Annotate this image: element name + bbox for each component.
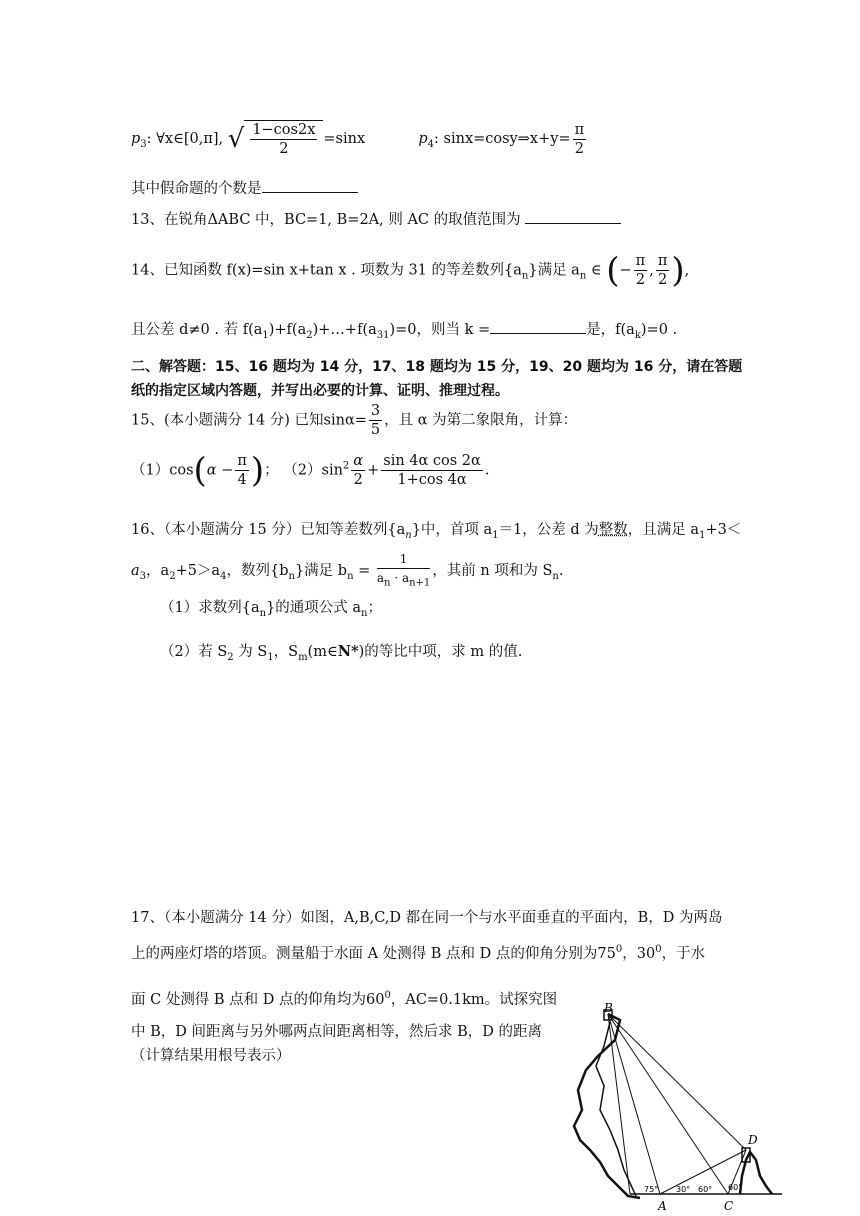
pos-num: π <box>657 253 668 269</box>
q16-p2b: 为 S <box>233 644 268 660</box>
q16-l2: a <box>131 563 140 580</box>
q16-p2e: )的等比中项，求 m 的值. <box>358 644 523 660</box>
p4-frac-den: 2 <box>574 140 584 157</box>
q16-l1c: ＝1，公差 d 为 <box>498 522 599 538</box>
q15-part2-sin: sin <box>321 462 343 479</box>
question-17-line4 <box>131 1020 542 1041</box>
q15-p2-num2: sin 4α cos 2α <box>383 453 481 469</box>
q14-sk: k <box>634 329 641 341</box>
neg-num: π <box>635 253 646 269</box>
question-14-line2 <box>131 318 677 341</box>
q16-fd-dot: · a <box>390 571 410 585</box>
question-16-part2 <box>160 640 522 663</box>
q16-l2e: }满足 b <box>294 563 348 580</box>
q17-deg1: 0 <box>615 944 623 956</box>
q15-part1-end: ； <box>264 462 279 479</box>
q15-part2-label: （2） <box>283 462 322 479</box>
p3-interval: [0,π] <box>183 131 219 147</box>
angle-30: 30° <box>676 1185 691 1194</box>
q16-p2: （2）若 S <box>160 644 228 660</box>
sqrt-den: 2 <box>279 141 289 157</box>
left-island <box>574 1014 640 1198</box>
neg-sign: − <box>619 262 632 279</box>
q14-s2: 2 <box>306 329 313 341</box>
q17-l4: 中 B，D 间距离与另外哪两点间距离相等，然后求 B，D 的距离 <box>131 1024 542 1040</box>
p4-frac-num: π <box>574 121 585 138</box>
q17-l3b: ，AC=0.1km。试探究图 <box>390 992 558 1008</box>
q14-s1: 1 <box>262 329 269 341</box>
angle-60b: 60° <box>728 1183 743 1192</box>
q16-p1n2: n <box>361 607 368 619</box>
q15-part2-frac1 <box>351 452 365 489</box>
q16-p2m: m <box>298 651 308 663</box>
neg-den: 2 <box>635 272 646 288</box>
q16-bn2: n <box>347 571 354 583</box>
q15-rparen: ) <box>250 450 265 491</box>
pos-den: 2 <box>657 272 668 288</box>
q15-part1-label: （1） <box>131 462 170 479</box>
q17-l2b: ，于水 <box>661 946 706 962</box>
section2-text2: 纸的指定区域内答题，并写出必要的计算、证明、推理过程。 <box>131 383 509 399</box>
sqrt-fraction <box>244 120 323 158</box>
answer-blank-q14 <box>490 319 586 334</box>
q17-deg3: 0 <box>384 990 391 1002</box>
label-A: A <box>658 1199 667 1212</box>
question-15 <box>131 402 577 439</box>
question-17-line5 <box>131 1044 291 1065</box>
p3-sep: , <box>218 131 224 147</box>
q14-neg-frac <box>634 252 648 289</box>
q16-frac-den <box>377 569 430 592</box>
right-island <box>740 1152 772 1194</box>
q17-deg2: 0 <box>655 944 662 956</box>
q15-part1-cos: cos <box>169 462 194 479</box>
line-B-C <box>608 1014 728 1194</box>
q16-a3: 3 <box>139 571 147 583</box>
p3-sub: 3 <box>140 138 147 150</box>
q12-tail <box>131 177 358 198</box>
q16-frac <box>377 550 430 592</box>
q16-p1n: n <box>259 607 267 619</box>
line-B-waterleft <box>608 1014 630 1194</box>
answer-blank-q12 <box>262 178 358 193</box>
q16-p1c: ； <box>367 600 382 616</box>
p4-text: : sinx=cosy⇒x+y= <box>434 131 571 147</box>
q17-l5: （计算结果用根号表示） <box>131 1048 291 1064</box>
left-paren: ( <box>606 250 620 291</box>
q16-frac-num: 1 <box>377 550 430 569</box>
q14-m2: )+…+f(a <box>312 322 377 338</box>
q15-p2-den2: 1+cos 4α <box>397 472 467 488</box>
q15-p2-den1: 2 <box>353 472 363 488</box>
question-17-line2 <box>131 942 705 963</box>
q15-head: 15、(本小题满分 14 分) 已知 <box>131 412 324 429</box>
right-paren: ) <box>671 250 685 291</box>
q15-p2-num1: α <box>353 453 364 469</box>
question-15-parts <box>131 452 489 489</box>
q17-ang3: 60 <box>366 992 385 1008</box>
q16-p1b: }的通项公式 a <box>266 600 362 616</box>
q16-fd-a: a <box>376 571 385 585</box>
q17-comma: ， <box>622 946 637 962</box>
q14-s31: 31 <box>376 329 390 341</box>
q15-p1-num: π <box>237 453 247 469</box>
q15-part1-b: α − <box>206 462 234 479</box>
q16-p2c: ，S <box>273 644 299 660</box>
q15-num: 3 <box>370 403 381 419</box>
q16-l2d: ，数列{b <box>226 563 289 580</box>
q16-N: N* <box>337 643 359 660</box>
q14-text-a: 14、已知函数 f(x)=sin x+tan x . 项数为 31 的等差数列 <box>131 262 505 279</box>
q16-a1: 1 <box>492 529 499 541</box>
lighthouse-figure <box>560 1000 790 1212</box>
q16-l1: 16、（本小题满分 15 分）已知等差数列{a <box>131 522 406 538</box>
q16-a2: 2 <box>169 571 176 583</box>
q16-l1d: ，且满足 a <box>627 522 700 538</box>
q16-bn: n <box>288 571 295 583</box>
q14-m5: )=0 . <box>640 322 678 338</box>
q16-l2f: = <box>353 563 375 580</box>
q14-in: ∈ <box>586 262 602 279</box>
question-14-line1: 14、已知函数 f(x)=sin x+tan x . 项数为 31 的等差数列$\{a_n\}$满足 $a_n$ ∈ (− $\frac{\pi}{2}$ , $\frac{\pi}{2}$ ), <box>131 250 690 291</box>
q14-text-b: 满足 a <box>537 262 580 279</box>
q16-l2g: ，其前 n 项和为 S <box>432 563 553 580</box>
p4-frac <box>573 121 587 158</box>
label-C: C <box>724 1199 734 1212</box>
line-B-D <box>608 1014 746 1150</box>
q16-l2b: ，a <box>146 563 170 580</box>
q14-seq: {a <box>504 262 522 279</box>
q16-l1e: +3＜ <box>705 522 742 538</box>
p4-sub: 4 <box>427 138 435 150</box>
q14-m1: )+f(a <box>268 322 307 338</box>
q16-a1b: 1 <box>699 529 706 541</box>
q14-m4: 是，f(a <box>586 322 635 338</box>
q16-l2c: +5＞a <box>175 563 221 580</box>
q15-lparen: ( <box>193 450 207 491</box>
q16-p2d: (m∈ <box>307 644 338 660</box>
question-17-line3 <box>131 988 557 1009</box>
left-island-inner <box>596 1022 636 1196</box>
q16-p1: （1）求数列{a <box>160 600 260 616</box>
q15-part1-frac <box>235 452 249 489</box>
section2-line2 <box>131 380 509 400</box>
q13-text: 13、在锐角ΔABC 中，BC=1, B=2A, 则 AC 的取值范围为 <box>131 212 521 228</box>
line-B-A <box>608 1014 660 1194</box>
q15-part2-end: . <box>484 462 490 479</box>
q16-a4: 4 <box>220 571 227 583</box>
question-16-part1 <box>160 596 382 619</box>
p3-rhs: =sinx <box>323 131 366 147</box>
q14-end: , <box>684 262 690 279</box>
q17-l1: 17、（本小题满分 14 分）如图，A,B,C,D 都在同一个与水平面垂直的平面内，B，D 为两岛 <box>131 910 723 926</box>
q15-den: 5 <box>370 422 381 438</box>
p3-label: p <box>131 131 141 147</box>
q14-m3: )=0，则当 k = <box>389 322 491 338</box>
q16-dotted: 整数 <box>598 522 628 538</box>
q17-l2a: 上的两座灯塔的塔顶。测量船于水面 A 处测得 B 点和 D 点的仰角分别为 <box>131 946 598 962</box>
p4-label: p <box>418 131 428 147</box>
q14-pos-frac <box>656 252 670 289</box>
q16-n1: n <box>405 529 412 541</box>
q15-p1-den: 4 <box>237 472 247 488</box>
q16-p2s1: 1 <box>267 651 274 663</box>
section2-line1 <box>131 356 742 376</box>
q16-l1b: }中，首项 a <box>411 522 493 538</box>
q14-l2-a: 且公差 d≠0 . 若 f(a <box>131 322 263 338</box>
q12-tail-text: 其中假命题的个数是 <box>131 181 262 197</box>
question-16-line2 <box>131 550 563 592</box>
label-D: D <box>748 1133 758 1147</box>
q15-sin: sinα= <box>323 412 367 429</box>
proposition-p3-p4 <box>131 120 588 158</box>
q15-frac <box>369 402 382 439</box>
angle-60a: 60° <box>698 1185 713 1194</box>
angle-75: 75° <box>644 1185 659 1194</box>
q16-p2s2: 2 <box>227 651 234 663</box>
q14-seq-sub: n <box>521 270 529 282</box>
q16-fd-n: n <box>384 577 391 589</box>
question-16-line1 <box>131 518 741 541</box>
q15-tail: ，且 α 为第二象限角，计算： <box>384 412 578 429</box>
q16-l2h: . <box>558 563 564 580</box>
label-B: B <box>604 1001 613 1015</box>
question-13 <box>131 208 621 229</box>
answer-blank-q13 <box>525 209 621 224</box>
q14-seq-end: } <box>528 262 538 279</box>
sqrt-symbol: √ <box>227 124 245 154</box>
p3-prefix: : ∀x∈ <box>146 131 184 147</box>
q17-l3a: 面 C 处测得 B 点和 D 点的仰角均为 <box>131 992 367 1008</box>
q17-ang1: 75 <box>597 946 616 962</box>
q15-part2-sup: 2 <box>342 460 350 472</box>
q15-part2-frac2 <box>381 452 483 489</box>
question-17-line1 <box>131 906 723 927</box>
q16-sn: n <box>552 571 559 583</box>
q17-ang2: 30 <box>636 946 656 962</box>
q14-an-sub: n <box>579 270 587 282</box>
q15-plus: + <box>367 462 380 479</box>
q16-fd-n1: n+1 <box>409 577 431 589</box>
section2-text1: 二、解答题：15、16 题均为 14 分，17、18 题均为 15 分，19、20 题均为 16 分，请在答题 <box>131 359 743 375</box>
sqrt-num: 1−cos2x <box>252 122 316 138</box>
